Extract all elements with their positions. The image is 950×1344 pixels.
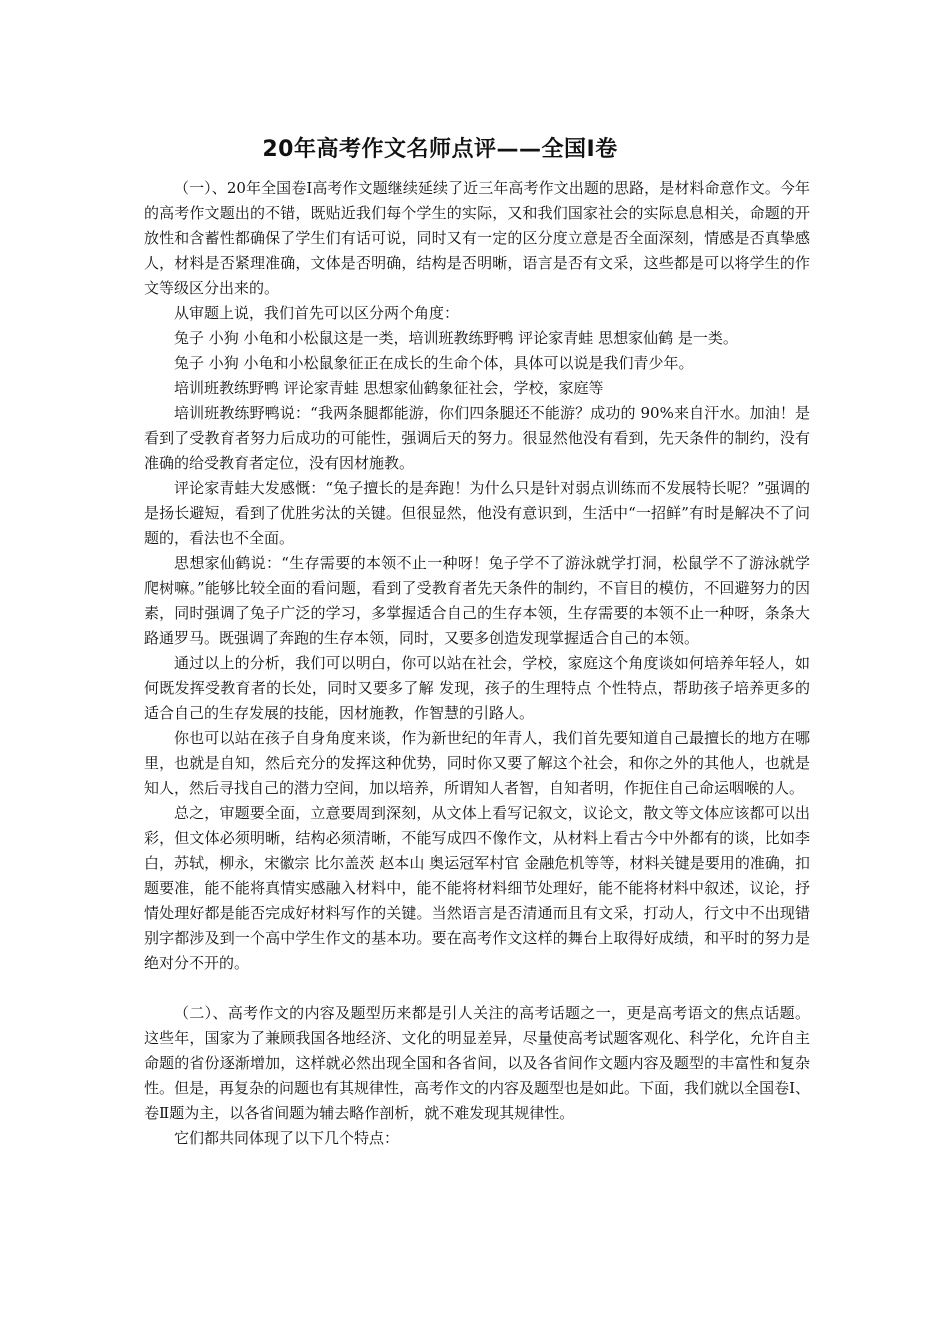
paragraph: 它们都共同体现了以下几个特点： [174, 1129, 400, 1147]
paragraph: 总之，审题要全面，立意要周到深刻，从文体上看写记叙文，议论文，散文等文体应该都可以出彩，但文体必须明晰，结构必须清晰，不能写成四不像作文，从材料上看古今中外都有的谈，比如李白，苏轼，柳永，宋徽宗 比尔盖茨 赵本山 奥运冠军村官 金融危机等等，材料关键是要用的准确，扣题要准，能不能将真情实感融入材料中，能不能将材料细节处理好，能不能将材料中叙述，议论，抒情处理好都是能否完成好材料写作的关键。当然语言是否清通而且有文采，打动人，行文中不出现错别字都涉及到一个高中学生作文的基本功。要在高考作文这样的舞台上取得好成绩，和平时的努力是绝对分不开的。 [144, 804, 810, 972]
paragraph: 兔子 小狗 小龟和小松鼠这是一类，培训班教练野鸭 评论家青蛙 思想家仙鹤 是一类。 [174, 329, 738, 347]
paragraph: 从审题上说，我们首先可以区分两个角度： [174, 304, 460, 322]
paragraph-section-two-intro: （二）、高考作文的内容及题型历来都是引人关注的高考话题之一，更是高考语文的焦点话题。这些年，国家为了兼顾我国各地经济、文化的明显差异，尽量使高考试题客观化、科学化，允许自主命题的省份逐渐增加，这样就必然出现全国和各省间，以及各省间作文题内容及题型的丰富性和复杂性。但是，再复杂的问题也有其规律性，高考作文的内容及题型也是如此。下面，我们就以全国卷Ⅰ、卷Ⅱ题为主，以各省间题为辅去略作剖析，就不难发现其规律性。 [144, 1004, 810, 1122]
paragraph: 培训班教练野鸭说：“我两条腿都能游，你们四条腿还不能游？成功的 90%来自汗水。加油！是看到了受教育者努力后成功的可能性，强调后天的努力。很显然他没有看到，先天条件的制约，没有准确的给受教育者定位，没有因材施教。 [144, 404, 810, 472]
document-body [144, 176, 810, 1151]
paragraph-spacer [144, 976, 810, 1001]
paragraph: 评论家青蛙大发感慨：“兔子擅长的是奔跑！为什么只是针对弱点训练而不发展特长呢？”强调的是扬长避短，看到了优胜劣汰的关键。但很显然，他没有意识到，生活中“一招鲜”有时是解决不了问题的，看法也不全面。 [144, 479, 810, 547]
paragraph: 兔子 小狗 小龟和小松鼠象征正在成长的生命个体，具体可以说是我们青少年。 [174, 354, 694, 372]
paragraph: 思想家仙鹤说：“生存需要的本领不止一种呀！兔子学不了游泳就学打洞，松鼠学不了游泳就学爬树嘛。”能够比较全面的看问题，看到了受教育者先天条件的制约，不盲目的模仿，不回避努力的因素，同时强调了兔子广泛的学习，多掌握适合自己的生存本领，生存需要的本领不止一种呀，条条大路通罗马。既强调了奔跑的生存本领，同时，又要多创造发现掌握适合自己的本领。 [144, 554, 810, 647]
paragraph: 你也可以站在孩子自身角度来谈，作为新世纪的年青人，我们首先要知道自己最擅长的地方在哪里，也就是自知，然后充分的发挥这种优势，同时你又要了解这个社会，和你之外的其他人，也就是知人，然后寻找自己的潜力空间，加以培养，所谓知人者智，自知者明，作扼住自己命运咽喉的人。 [144, 729, 810, 797]
paragraph-section-one-intro: （一）、20年全国卷Ⅰ高考作文题继续延续了近三年高考作文出题的思路，是材料命意作文。今年的高考作文题出的不错，既贴近我们每个学生的实际，又和我们国家社会的实际息息相关，命题的开放性和含蓄性都确保了学生们有话可说，同时又有一定的区分度立意是否全面深刻，情感是否真挚感人，材料是否紧理准确，文体是否明确，结构是否明晰，语言是否有文采，这些都是可以将学生的作文等级区分出来的。 [144, 179, 810, 297]
paragraph: 培训班教练野鸭 评论家青蛙 思想家仙鹤象征社会，学校，家庭等 [174, 379, 604, 397]
document-title: 20年高考作文名师点评——全国Ⅰ卷 [262, 137, 618, 162]
paragraph: 通过以上的分析，我们可以明白，你可以站在社会，学校，家庭这个角度谈如何培养年轻人，如何既发挥受教育者的长处，同时又要多了解 发现，孩子的生理特点 个性特点，帮助孩子培养更多的适合自己的生存发展的技能，因材施教，作智慧的引路人。 [144, 654, 810, 722]
